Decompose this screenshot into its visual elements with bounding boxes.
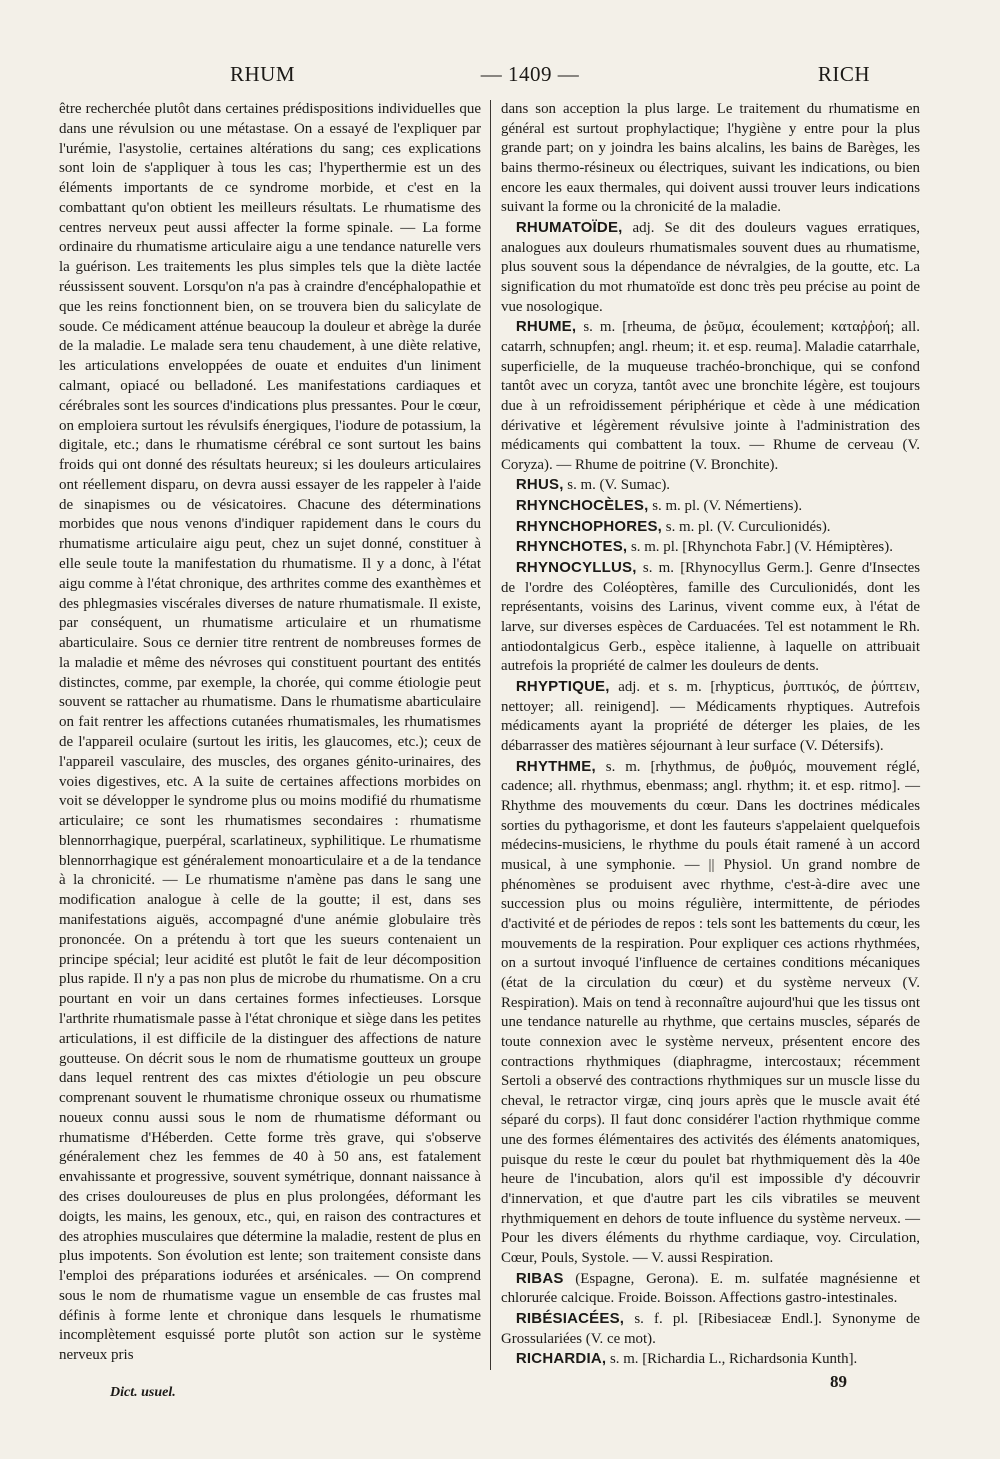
entry-text: adj. Se dit des douleurs vagues erratiques, analogues aux douleurs rhumatismales souvent dues au rhumatisme, plus souvent sous la dépendance de névralgies, de la goutte, etc. La signification du mot rhumatoïde est donc très peu précise au point de vue nosologique. [501,219,920,315]
entry-headword: RHYNCHOTES, [515,538,628,556]
column-divider [490,100,491,1370]
running-head-left: RHUM [230,62,296,86]
dictionary-entry [501,1349,920,1370]
entry-headword: RHUS, [515,476,564,494]
dictionary-entry [501,1309,920,1349]
entry-text: s. m. [Rhynocyllus Germ.]. Genre d'Insectes de l'ordre des Coléoptères, famille des Curculionidés, dont les représentants, voisins des Larinus, vivent comme eux, à l'état de larve, sur diverses espèces de Carduacées. Tel est notamment le Rh. antiodontalgicus Gerb., espèce italienne, à laquelle on attribuait autrefois la propriété de calmer les douleurs de dents. [501,560,920,675]
entry-headword: RHUME, [515,318,577,336]
signature-mark: Dict. usuel. [110,1385,176,1400]
dictionary-entry [501,558,920,677]
dictionary-entry [501,757,920,1269]
entry-text: s. m. [rheuma, de ῥεῦμα, écoulement; καταῤῥοή; all. catarrh, schnupfen; angl. rheum; it. et esp. reuma]. Maladie catarrhale, superficielle, de la muqueuse trachéo-bronchique, qui se confond tantôt avec un coryza, tantôt avec une bronchite légère, est toujours due à un refroidissement périphérique et cède à une médication dérivative et légèrement révulsive jointe à l'administration des médicaments qui combattent la toux. — Rhume de cerveau (V. Coryza). — Rhume de poitrine (V. Bronchite). [501,319,920,473]
entry-text: s. m. [rhythmus, de ῥυθμός, mouvement réglé, cadence; all. rhythmus, ebenmass; angl. rhythm; it. et esp. ritmo]. — Rhythme des mouvements du cœur. Dans les doctrines médicales sorties du pythagorisme, et dont les fauteurs s'appelaient quelquefois médecins-musiciens, le rhythme du pouls était ramené à un accord musical, à une symphonie. — || Physiol. Un grand nombre de phénomènes se produisent avec rhythme, c'est-à-dire avec une succession plus ou moins régulière, intermittente, de périodes d'activité et de périodes de repos : tels sont les battements du cœur, les mouvements de la respiration. Pour expliquer ces actions rhythmées, on a surtout invoqué l'influence de certaines conditions mécaniques (état de la circulation du cœur) et du système nerveux (V. Respiration). Mais on tend à reconnaître aujourd'hui que les tissus ont une tendance naturelle au rhythme, que certains muscles, séparés de toute connexion avec le système nerveux, présentent encore des contractions rhythmiques (diaphragme, intercostaux; récemment Sertoli a observé des contractions rhythmiques sur un muscle lisse du cheval, le retractor virgæ, cinq jours après que le muscle avait été séparé du corps). Il faut donc considérer l'action rhythmique comme une des formes élémentaires des activités des éléments anatomiques, puisque du reste le cœur du poulet bat rhythmiquement dès la 40e heure de l'incubation, alors qu'il est impossible d'y découvrir d'innervation, et que d'autre part les cils vibratiles se meuvent rhythmiquement en dehors de toute influence du système nerveux. — Pour les divers éléments du rhythme cardiaque, voy. Circulation, Cœur, Pouls, Systole. — V. aussi Respiration. [501,758,920,1267]
dictionary-entry [501,517,920,538]
running-head-right: RICH [817,62,870,86]
entries-list [501,218,920,1370]
dictionary-entry [501,1269,920,1309]
entry-text: s. m. (V. Sumac). [563,477,670,494]
dictionary-entry [501,496,920,517]
entry-headword: RHUMATOÏDE, [515,218,623,236]
entry-headword: RHYNCHOCÈLES, [515,497,649,515]
entry-headword: RHYPTIQUE, [515,678,610,696]
entry-text: s. m. pl. (V. Curculionidés). [662,518,831,535]
dictionary-entry [501,475,920,496]
entry-text: s. m. pl. (V. Némertiens). [648,498,803,515]
entry-headword: RHYNCHOPHORES, [515,517,663,535]
left-column-text: être recherchée plutôt dans certaines prédispositions individuelles que dans une révulsion ou une métastase. On a essayé de l'expliquer par l'urémie, l'asystolie, certaines altérations du sang; ces explications sont loin de s'appliquer à tous les cas; l'hyperthermie est un des éléments importants de ce syndrome morbide, et c'est en la combattant qu'on obtient les meilleurs résultats. Le rhumatisme des centres nerveux peut aussi affecter la forme spinale. — La forme ordinaire du rhumatisme articulaire aigu a une tendance naturelle vers la guérison. Les traitements les plus simples tels que la diète lactée réussissent souvent. Lorsqu'on n'a pas à craindre d'encéphalopathie et que les reins fonctionnent bien, on se trouvera bien du salicylate de soude. Ce médicament atténue beaucoup la douleur et abrège la durée de la maladie. Le malade sera tenu chaudement, à une diète relative, les articulations enveloppées de ouate et enduites d'un liniment calmant, opiacé ou belladoné. Les manifestations cardiaques et cérébrales sont les sources d'indications plus pressantes. Pour le cœur, on emploiera surtout les révulsifs énergiques, l'iodure de potassium, la digitale, etc.; dans le rhumatisme cérébral ce sont surtout les bains froids qui ont donné des résultats heureux; si les douleurs articulaires ont réellement disparu, on devra aussi essayer de les rappeler à l'aide de sinapismes ou de vésicatoires. Chacune des déterminations morbides que nous venons d'indiquer rapidement dans le cours du rhumatisme articulaire aigu peut, chez un sujet donné, constituer à elle seule toute la manifestation du rhumatisme. Il y a donc, à l'état aigu comme à l'état chronique, des arthrites comme des exanthèmes et des phlegmasies viscérales diverses de nature rhumatismale. Il existe, par conséquent, un rhumatisme articulaire et un rhumatisme abarticulaire. Sous ce dernier titre rentrent de nombreuses formes de la maladie et même des névroses qui constituent pourtant des entités distinctes, comme, par exemple, la chorée, qui comme étiologie peut souvent se rattacher au rhumatisme. Dans le rhumatisme abarticulaire on fait rentrer les affections cutanées rhumatismales, les rhumatismes de l'appareil oculaire (surtout les iritis, les glaucomes, etc.); ceux de l'appareil vasculaire, des muscles, des organes génito-urinaires, des voies digestives, etc. A la suite de certaines affections morbides on voit se développer le syndrome plus ou moins modifié du rhumatisme articulaire; ce sont les rhumatismes secondaires : rhumatisme blennorrhagique, puerpéral, scarlatineux, syphilitique. Le rhumatisme blennorrhagique est généralement monoarticulaire et a de la tendance à la chronicité. — Le rhumatisme n'amène pas dans le sang une modification analogue à celle de la goutte; il est, dans ses manifestations aiguës, accompagné d'une anémie globulaire très prononcée. On a prétendu à tort que les sueurs contenaient un principe spécial; leur acidité est plutôt le fait de leur décomposition plus rapide. Il n'y a pas non plus de microbe du rhumatisme. On a cru pourtant en voir un dans certaines formes infectieuses. Lorsque l'arthrite rhumatismale passe à l'état chronique et siège dans les petites articulations, il est difficile de la distinguer des affections de nature goutteuse. On décrit sous le nom de rhumatisme goutteux un groupe dans lequel rentrent des cas mixtes d'étiologie un peu obscure comprenant souvent le rhumatisme chronique osseux ou rhumatisme noueux connu aussi sous le nom de rhumatisme déformant ou rhumatisme d'Héberden. Cette forme très grave, qui s'observe généralement chez les femmes de 40 à 50 ans, est fatalement envahissante et progressive, souvent symétrique, donnant naissance à des crises douloureuses de plus en plus prolongées, déformant les doigts, les mains, les genoux, etc., qui, en raison des contractures et des atrophies musculaires que détermine la maladie, restent de plus en plus impotents. Son évolution est lente; son traitement consiste dans l'emploi des préparations iodurées et arsénicales. — On comprend sous le nom de rhumatisme vague un ensemble de cas frustes mal définis à forme lente et chronique dans lesquels le rhumatisme incomplètement esquissé porte plutôt son action sur le système nerveux pris [59,101,481,1364]
right-column [501,100,920,1370]
entry-headword: RIBAS [515,1269,564,1287]
entry-headword: RHYNOCYLLUS, [515,559,637,577]
sheet-number: 89 [830,1372,847,1391]
entry-text: s. m. pl. [Rhynchota Fabr.] (V. Hémiptères). [627,539,893,556]
entry-headword: RHYTHME, [515,757,596,775]
entry-text: adj. et s. m. [rhypticus, ῥυπτικός, de ῥύπτειν, nettoyer; all. reinigend]. — Médicaments rhyptiques. Autrefois médicaments ayant la propriété de déterger les plaies, de les débarrasser des matières séjournant à leur surface (V. Détersifs). [501,679,920,754]
entry-headword: RICHARDIA, [515,1350,607,1368]
entry-headword: RIBÉSIACÉES, [515,1310,625,1328]
running-head [120,62,940,92]
page-number-header: — 1409 — [480,62,580,86]
left-column [59,100,481,1370]
entry-text: s. m. [Richardia L., Richardsonia Kunth]. [606,1351,858,1368]
dictionary-entry [501,537,920,558]
entry-text: s. f. pl. [Ribesiaceæ Endl.]. Synonyme de Grossulariées (V. ce mot). [501,1311,920,1347]
dictionary-entry [501,218,920,317]
entry-text: (Espagne, Gerona). E. m. sulfatée magnésienne et chlorurée calcique. Froide. Boisson. Affections gastro-intestinales. [501,1270,920,1307]
dictionary-entry [501,317,920,475]
dictionary-entry [501,677,920,757]
right-column-intro: dans son acception la plus large. Le traitement du rhumatisme en général est surtout prophylactique; l'hygiène y entre pour la plus grande part; on y joindra les bains alcalins, les bains de Barèges, les bains thermo-résineux ou électriques, suivant les indications, ou bien encore les eaux thermales, qui doivent aussi trouver leurs indications suivant la forme ou la chronicité de la maladie. [501,101,920,216]
